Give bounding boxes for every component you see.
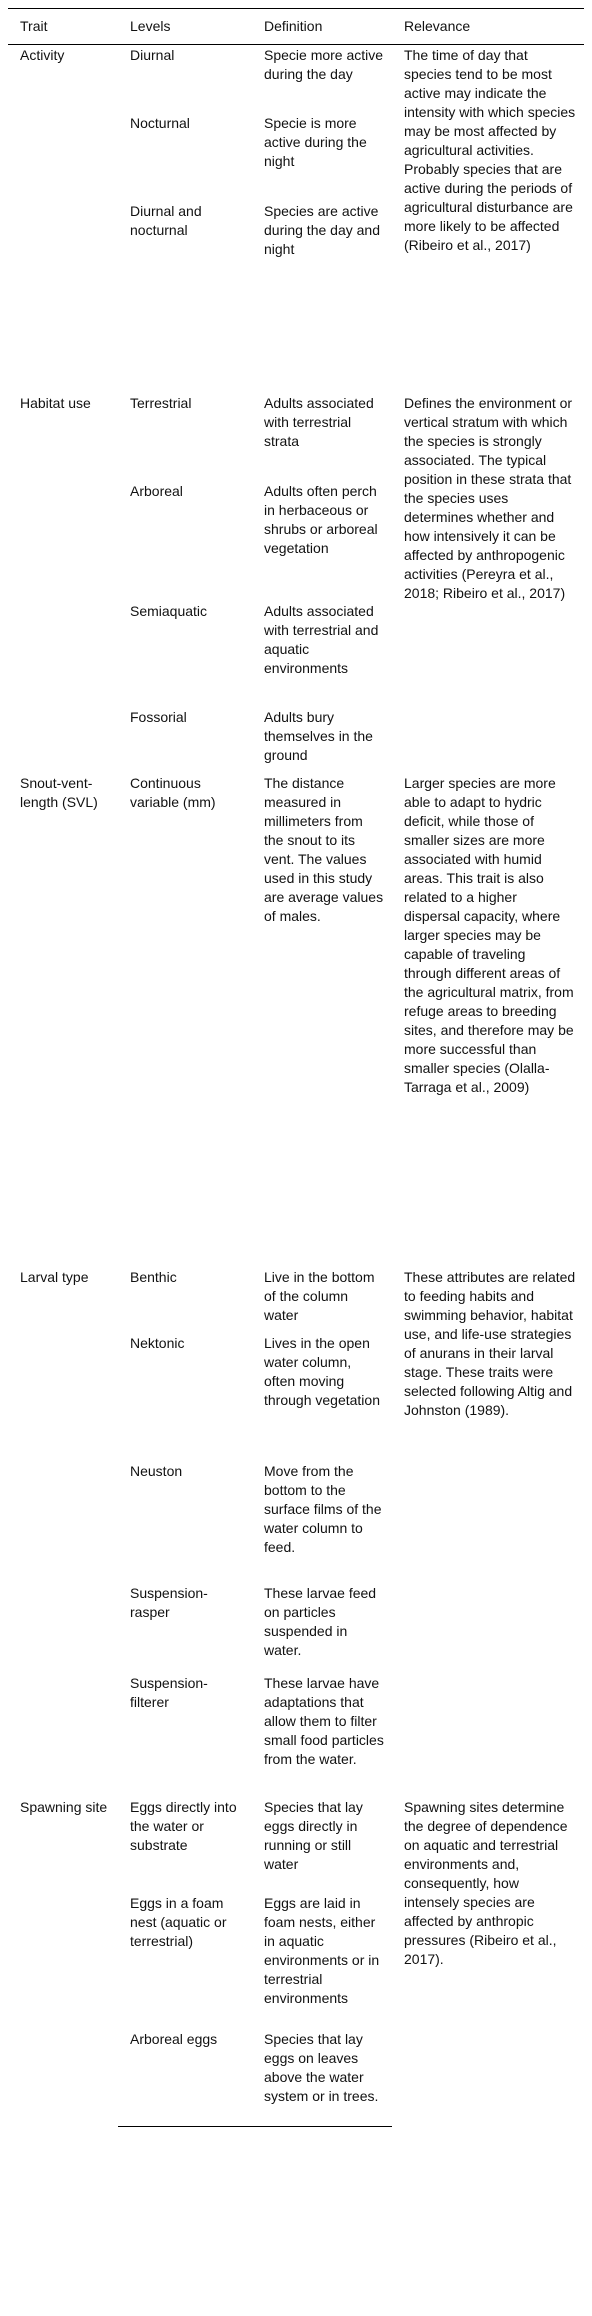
header-levels: Levels (118, 9, 252, 45)
relevance-cell: These attributes are related to feeding habits and swimming behavior, habitat use, and life-use strategies of anurans in their larval stage. These traits were selected following Altig and Johnston (1989). (404, 1268, 576, 1418)
level-cell: Benthic (130, 1268, 177, 1285)
definition-cell: Specie more active during the day (264, 47, 384, 82)
definition-cell: Species that lay eggs on leaves above the water system or in trees. (252, 2029, 392, 2127)
level-cell: Nektonic (130, 1334, 185, 1351)
level-cell: Eggs directly into the water or substrate (130, 1798, 237, 1853)
table-row (8, 1267, 584, 1333)
definition-cell: These larvae feed on particles suspended in water. (264, 1584, 377, 1658)
relevance-cell: The time of day that species tend to be most active may indicate the intensity with which species may be most affected by agricultural activities. Probably species that are active during the periods of agricultural disturbance are more likely to be affected (Ribeiro et al., 2017) (404, 47, 576, 253)
level-cell: Suspension-rasper (130, 1584, 208, 1620)
header-relevance: Relevance (392, 9, 584, 45)
definition-cell: Adults often perch in herbaceous or shrubs or arboreal vegetation (264, 482, 378, 556)
table-header-row (8, 9, 584, 45)
definition-cell: The distance measured in millimeters from the snout to its vent. The values used in this study are average values of males. (264, 774, 384, 924)
level-cell: Arboreal (130, 482, 183, 499)
definition-cell: Lives in the open water column, often moving through vegetation (264, 1334, 380, 1408)
table-row (8, 773, 584, 1267)
level-cell: Suspension-filterer (130, 1674, 208, 1710)
definition-cell: These larvae have adaptations that allow them to filter small food particles from the water. (264, 1674, 384, 1767)
definition-cell: Species are active during the day and night (264, 202, 380, 257)
table-row (8, 393, 584, 481)
definition-cell: Live in the bottom of the column water (264, 1268, 375, 1323)
level-cell: Diurnal (130, 47, 175, 63)
header-trait: Trait (8, 9, 118, 45)
level-cell: Continuous variable (mm) (130, 774, 216, 810)
level-cell: Neuston (130, 1462, 183, 1479)
trait-cell: Snout-vent-length (SVL) (20, 774, 98, 810)
trait-cell: Habitat use (20, 394, 91, 411)
definition-cell: Adults associated with terrestrial strata (264, 394, 374, 449)
definition-cell: Eggs are laid in foam nests, either in aquatic environments or in terrestrial environments (264, 1894, 380, 2006)
header-definition: Definition (252, 9, 392, 45)
relevance-cell: Spawning sites determine the degree of dependence on aquatic and terrestrial environments and, consequently, how intensely species are affected by anthropic pressures (Ribeiro et al., 2017). (404, 1798, 568, 1967)
level-cell: Nocturnal (130, 114, 190, 131)
definition-cell: Species that lay eggs directly in running or still water (264, 1798, 363, 1872)
level-cell: Semiaquatic (130, 602, 208, 619)
definition-cell: Adults bury themselves in the ground (264, 708, 373, 763)
table-row (8, 1797, 584, 1893)
level-cell: Diurnal and nocturnal (130, 202, 202, 238)
trait-cell: Larval type (20, 1268, 89, 1285)
level-cell: Fossorial (130, 708, 187, 725)
relevance-cell: Larger species are more able to adapt to hydric deficit, while those of smaller sizes are more associated with humid areas. This trait is also related to a higher dispersal capacity, where larger species may be capable of traveling through different areas of the agricultural matrix, from refuge areas to breeding sites, and therefore may be more successful than smaller species (Olalla-Tarraga et al., 2009) (404, 774, 574, 1095)
definition-cell: Move from the bottom to the surface films of the water column to feed. (264, 1462, 382, 1555)
definition-cell: Specie is more active during the night (264, 114, 367, 169)
trait-cell: Activity (20, 47, 65, 63)
level-cell: Eggs in a foam nest (aquatic or terrestrial) (130, 1894, 227, 1949)
level-cell: Arboreal eggs (118, 2029, 252, 2127)
definition-cell: Adults associated with terrestrial and aquatic environments (264, 602, 379, 676)
traits-table (8, 8, 584, 2127)
level-cell: Terrestrial (130, 394, 192, 411)
relevance-cell: Defines the environment or vertical stratum with which the species is strongly associated. The typical position in these strata that the species uses determines whether and how intensively it can be affected by anthropogenic activities (Pereyra et al., 2018; Ribeiro et al., 2017) (404, 394, 573, 601)
trait-cell: Spawning site (20, 1798, 108, 1815)
table-row (8, 45, 584, 113)
